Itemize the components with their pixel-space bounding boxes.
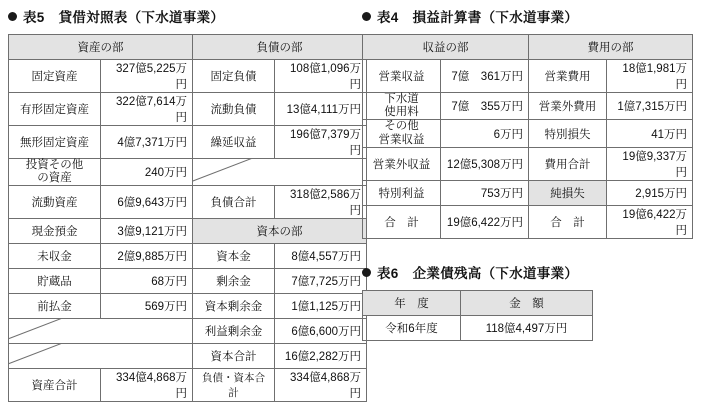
cell-value: 322億7,614万円 [101, 93, 193, 126]
cell-label: 利益剰余金 [193, 319, 275, 344]
table-row [363, 147, 693, 180]
cell-label: 特別損失 [529, 120, 607, 147]
cell-value: 1億7,315万円 [607, 93, 693, 120]
table5-title [8, 6, 367, 26]
table-row [9, 369, 367, 402]
cell-value: 196億7,379万円 [275, 126, 367, 159]
cell-label-line2: の資産 [37, 172, 72, 185]
cell-label [9, 159, 101, 186]
cell-label: 純損失 [529, 180, 607, 205]
cell-value: 334億4,868万円 [101, 369, 193, 402]
cell-value: 2,915万円 [607, 180, 693, 205]
table6 [362, 290, 593, 341]
table-row [9, 294, 367, 319]
table4-block [362, 6, 693, 239]
cell-value: 4億7,371万円 [101, 126, 193, 159]
cell-value: 12億5,308万円 [441, 147, 529, 180]
table-row [363, 205, 693, 238]
cell-label: 営業収益 [363, 60, 441, 93]
cell-value: 318億2,586万円 [275, 186, 367, 219]
table4-header-revenue: 収益の部 [363, 35, 529, 60]
cell-label: 無形固定資産 [9, 126, 101, 159]
cell-value: 3億9,121万円 [101, 219, 193, 244]
cell-value: 19億9,337万円 [607, 147, 693, 180]
cell-value: 18億1,981万円 [607, 60, 693, 93]
cell-value: 8億4,557万円 [275, 244, 367, 269]
cell-label: 費用合計 [529, 147, 607, 180]
cell-empty-diagonal [9, 319, 193, 344]
cell-label-line1: その他 [384, 120, 419, 133]
cell-label-line1: 下水道 [384, 93, 419, 105]
cell-value: 108億1,096万円 [275, 60, 367, 93]
table-row [9, 93, 367, 126]
table6-title-number: 表6 [377, 266, 399, 281]
cell-label: 流動負債 [193, 93, 275, 126]
cell-value: 7億 361万円 [441, 60, 529, 93]
table-row [363, 120, 693, 147]
table-row [363, 60, 693, 93]
table-row [363, 316, 593, 341]
cell-value: 6万円 [441, 120, 529, 147]
cell-label: 剰余金 [193, 269, 275, 294]
cell-value: 569万円 [101, 294, 193, 319]
bullet-icon [362, 268, 371, 277]
bullet-icon [362, 12, 371, 21]
cell-label: 現金預金 [9, 219, 101, 244]
table4-header-expense: 費用の部 [529, 35, 693, 60]
table-row [363, 291, 593, 316]
cell-value: 19億6,422万円 [441, 205, 529, 238]
cell-label: 前払金 [9, 294, 101, 319]
cell-label: 営業外収益 [363, 147, 441, 180]
cell-label: 固定資産 [9, 60, 101, 93]
cell-label-line2: 使用料 [384, 106, 419, 119]
cell-value: 334億4,868万円 [275, 369, 367, 402]
table4 [362, 34, 693, 239]
cell-value: 16億2,282万円 [275, 344, 367, 369]
cell-label: 令和6年度 [363, 316, 461, 341]
table6-header-amount: 金 額 [461, 291, 593, 316]
table-row [9, 35, 367, 60]
bullet-icon [8, 12, 17, 21]
table-row [9, 319, 367, 344]
table4-title-text: 損益計算書（下水道事業） [412, 10, 579, 25]
cell-value: 240万円 [101, 159, 193, 186]
cell-label: 資産合計 [9, 369, 101, 402]
table-row [9, 244, 367, 269]
table5-block [8, 6, 367, 402]
cell-label: 繰延収益 [193, 126, 275, 159]
table-row [9, 126, 367, 159]
table-row [9, 60, 367, 93]
cell-empty-diagonal [193, 159, 367, 186]
cell-value: 6億9,643万円 [101, 186, 193, 219]
cell-label: 特別利益 [363, 180, 441, 205]
cell-label: 負債・資本合計 [193, 369, 275, 402]
table5-title-text: 貸借対照表（下水道事業） [58, 10, 225, 25]
table-row [9, 186, 367, 219]
table4-title [362, 6, 693, 26]
cell-value: 2億9,885万円 [101, 244, 193, 269]
cell-label [363, 120, 441, 147]
cell-value: 327億5,225万円 [101, 60, 193, 93]
cell-label: 合 計 [363, 205, 441, 238]
cell-value: 19億6,422万円 [607, 205, 693, 238]
cell-value: 118億4,497万円 [461, 316, 593, 341]
cell-label-line2: 営業収益 [378, 133, 425, 146]
table-row [9, 344, 367, 369]
table-row [9, 269, 367, 294]
table5-header-capital: 資本の部 [193, 219, 367, 244]
table-row [9, 219, 367, 244]
cell-value: 13億4,111万円 [275, 93, 367, 126]
cell-label: 合 計 [529, 205, 607, 238]
cell-label: 営業外費用 [529, 93, 607, 120]
cell-value: 753万円 [441, 180, 529, 205]
table6-block [362, 262, 593, 341]
table-row [363, 93, 693, 120]
table-row [363, 180, 693, 205]
cell-label: 有形固定資産 [9, 93, 101, 126]
cell-label: 負債合計 [193, 186, 275, 219]
table5 [8, 34, 367, 402]
table6-title [362, 262, 593, 282]
cell-value: 7億 355万円 [441, 93, 529, 120]
table5-title-number: 表5 [23, 10, 45, 25]
cell-label [363, 93, 441, 120]
cell-label: 固定負債 [193, 60, 275, 93]
cell-label: 営業費用 [529, 60, 607, 93]
table5-header-assets: 資産の部 [9, 35, 193, 60]
cell-value: 41万円 [607, 120, 693, 147]
cell-value: 6億6,600万円 [275, 319, 367, 344]
cell-label-line1: 投資その他 [25, 159, 84, 171]
table-row [363, 35, 693, 60]
cell-label: 資本合計 [193, 344, 275, 369]
cell-value: 68万円 [101, 269, 193, 294]
table5-header-liabilities: 負債の部 [193, 35, 367, 60]
cell-label: 資本金 [193, 244, 275, 269]
cell-value: 1億1,125万円 [275, 294, 367, 319]
cell-label: 貯蔵品 [9, 269, 101, 294]
table6-header-year: 年 度 [363, 291, 461, 316]
cell-label: 未収金 [9, 244, 101, 269]
table6-title-text: 企業債残高（下水道事業） [412, 266, 579, 281]
cell-label: 流動資産 [9, 186, 101, 219]
cell-label: 資本剰余金 [193, 294, 275, 319]
table-row [9, 159, 367, 186]
cell-empty-diagonal [9, 344, 193, 369]
cell-value: 7億7,725万円 [275, 269, 367, 294]
table4-title-number: 表4 [377, 10, 399, 25]
